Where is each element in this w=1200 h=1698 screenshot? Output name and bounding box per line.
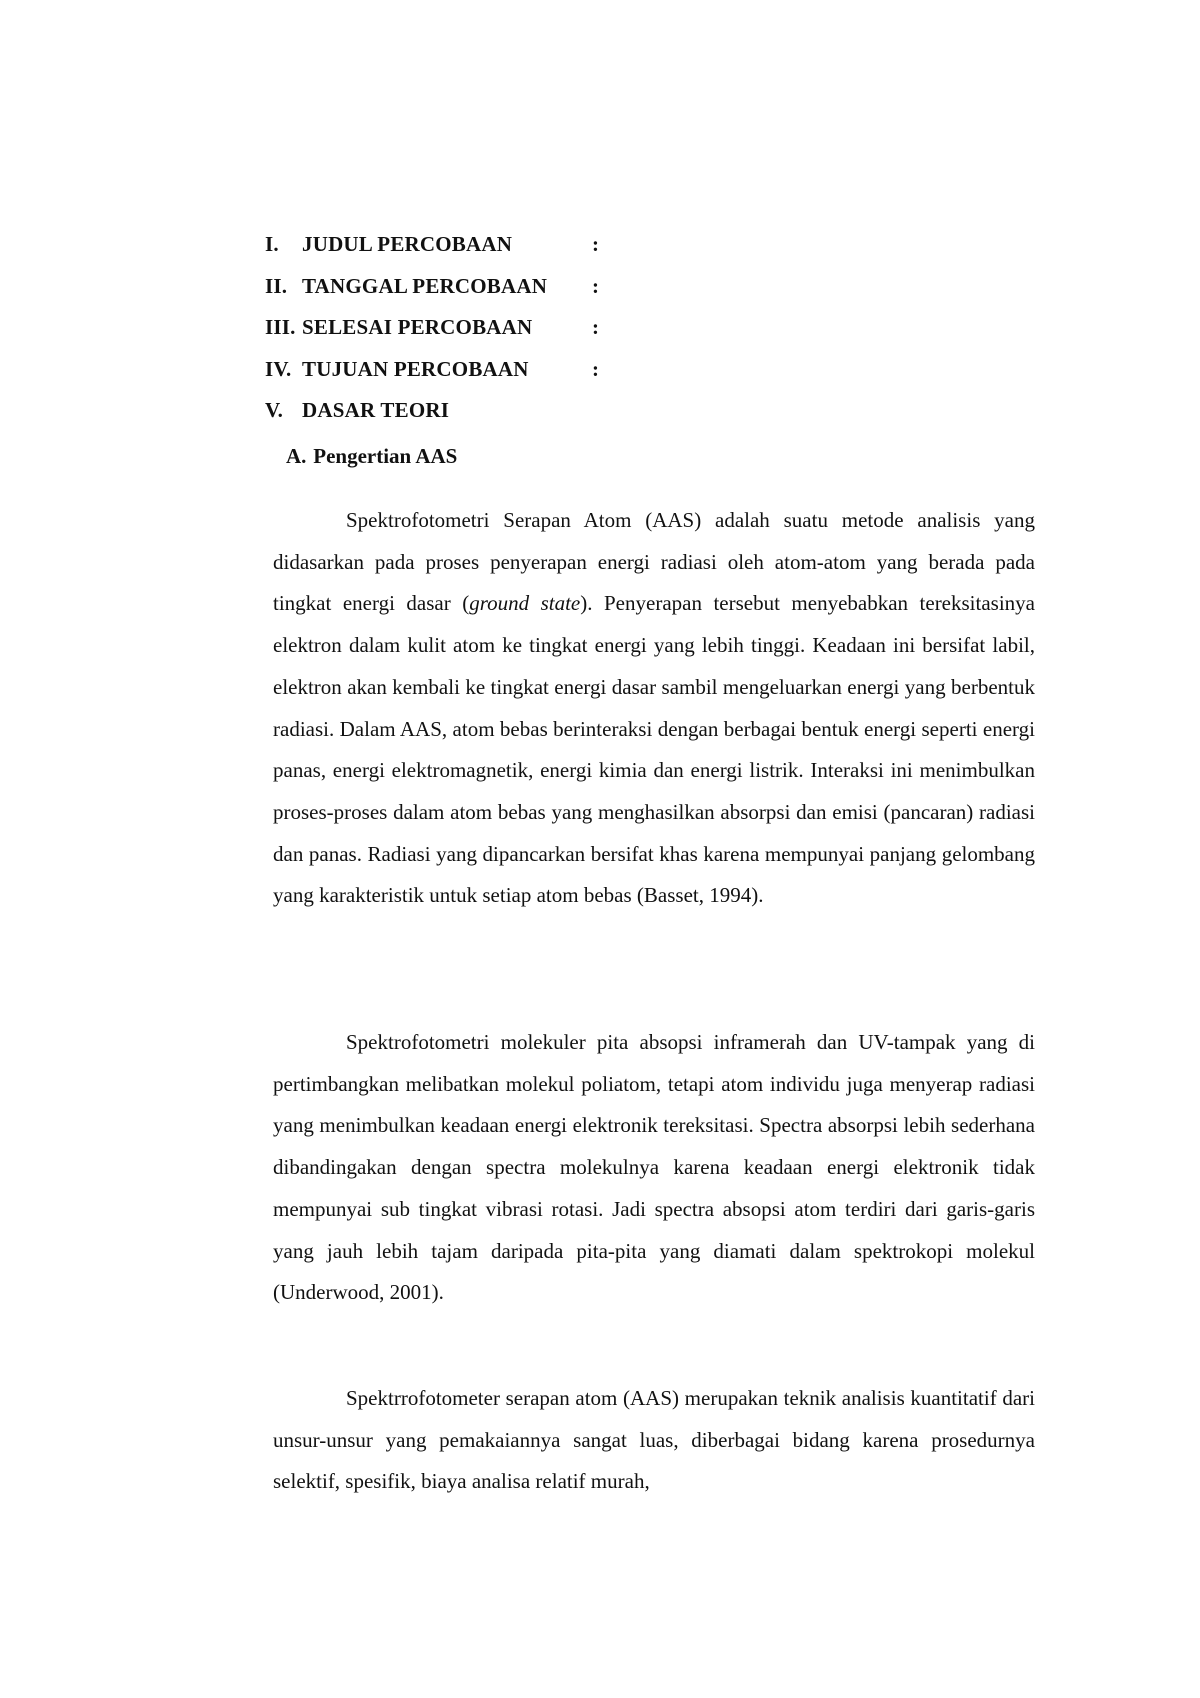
heading-colon: : <box>592 356 600 381</box>
heading-judul-percobaan <box>265 232 965 274</box>
heading-number: III. <box>265 315 296 339</box>
heading-title: SELESAI PERCOBAAN <box>302 315 533 339</box>
heading-number: IV. <box>265 356 292 381</box>
heading-selesai-percobaan <box>265 315 965 357</box>
heading-tanggal-percobaan <box>265 274 965 316</box>
subheading-title: Pengertian AAS <box>313 444 458 468</box>
heading-colon: : <box>592 232 600 256</box>
heading-number: V. <box>265 398 284 422</box>
subheading-pengertian-aas <box>286 444 457 469</box>
section-heading-list <box>265 232 965 440</box>
italic-term: ground state <box>469 591 581 616</box>
heading-colon: : <box>592 273 600 298</box>
heading-title: JUDUL PERCOBAAN <box>302 232 513 256</box>
heading-number: II. <box>265 273 288 298</box>
paragraph-text: Spektrofotometri Serapan Atom (AAS) adalah suatu metode analisis yang didasarkan pada proses penyerapan energi radiasi oleh atom-atom yang berada pada tingkat energi dasar ( <box>273 508 1035 616</box>
subheading-number: A. <box>286 444 307 468</box>
paragraph-molecular-spectrophotometry: Spektrofotometri molekuler pita absopsi inframerah dan UV-tampak yang di pertimbangkan melibatkan molekul poliatom, tetapi atom individu juga menyerap radiasi yang menimbulkan keadaan energi elektronik tereksitasi. Spectra absorpsi lebih sederhana dibandingakan dengan spectra molekulnya karena keadaan energi elektronik tidak mempunyai sub tingkat vibrasi rotasi. Jadi spectra absopsi atom terdiri dari garis-garis yang jauh lebih tajam daripada pita-pita yang diamati dalam spektrokopi molekul (Underwood, 2001). <box>273 1030 1035 1305</box>
heading-tujuan-percobaan <box>265 357 965 399</box>
heading-colon: : <box>592 315 600 339</box>
paragraph-aas-technique: Spektrrofotometer serapan atom (AAS) merupakan teknik analisis kuantitatif dari unsur-unsur yang pemakaiannya sangat luas, diberbagai bidang karena prosedurnya selektif, spesifik, biaya analisa relatif murah, <box>273 1386 1035 1494</box>
paragraph-aas-definition <box>273 500 1035 917</box>
heading-title: DASAR TEORI <box>302 398 450 422</box>
heading-number: I. <box>265 232 279 256</box>
heading-title: TANGGAL PERCOBAAN <box>302 273 548 298</box>
heading-title: TUJUAN PERCOBAAN <box>302 356 529 381</box>
heading-dasar-teori <box>265 398 965 440</box>
paragraph-text: ). Penyerapan tersebut menyebabkan tereksitasinya elektron dalam kulit atom ke tingkat energi yang lebih tinggi. Keadaan ini bersifat labil, elektron akan kembali ke tingkat energi dasar sambil mengeluarkan energi yang berbentuk radiasi. Dalam AAS, atom bebas berinteraksi dengan berbagai bentuk energi seperti energi panas, energi elektromagnetik, energi kimia dan energi listrik. Interaksi ini menimbulkan proses-proses dalam atom bebas yang menghasilkan absorpsi dan emisi (pancaran) radiasi dan panas. Radiasi yang dipancarkan bersifat khas karena mempunyai panjang gelombang yang karakteristik untuk setiap atom bebas (Basset, 1994). <box>273 591 1035 908</box>
